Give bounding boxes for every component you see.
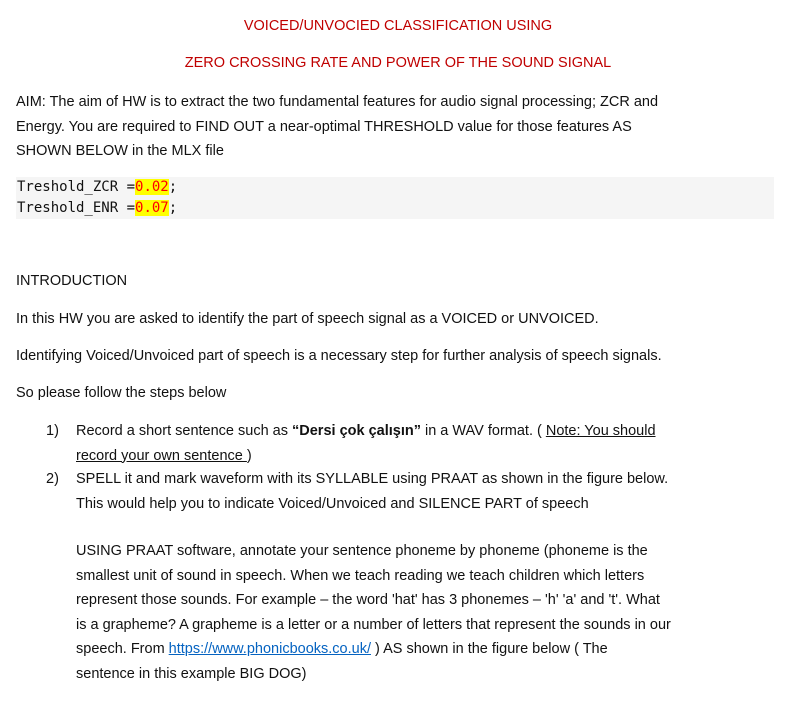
intro-paragraph-1: In this HW you are asked to identify the part of speech signal as a VOICED or UNVOICED.	[16, 311, 599, 327]
aim-line-3: SHOWN BELOW in the MLX file	[16, 143, 224, 159]
praat-line-1: USING PRAAT software, annotate your sentence phoneme by phoneme (phoneme is the	[76, 543, 648, 559]
intro-paragraph-3: So please follow the steps below	[16, 385, 227, 401]
enr-threshold-value: 0.07	[135, 199, 169, 216]
step-2-line-1: SPELL it and mark waveform with its SYLLABLE using PRAAT as shown in the figure below.	[76, 471, 669, 487]
praat-paragraph	[76, 539, 778, 686]
example-sentence: “Dersi çok çalışın”	[292, 423, 421, 439]
step-1-line-1	[76, 419, 776, 444]
step-2	[46, 467, 776, 516]
zcr-variable: Treshold_ZCR =	[17, 179, 136, 195]
aim-line-2: Energy. You are required to FIND OUT a near-optimal THRESHOLD value for those features AS	[16, 118, 632, 135]
step-1	[46, 419, 776, 468]
document-title-line-2: ZERO CROSSING RATE AND POWER OF THE SOUND SIGNAL	[184, 55, 612, 71]
step-2-number: 2)	[46, 471, 59, 487]
step-1-line-2	[76, 444, 776, 469]
enr-variable: Treshold_ENR =	[17, 199, 136, 216]
praat-line-6: sentence in this example BIG DOG)	[76, 665, 307, 682]
zcr-threshold-value: 0.02	[135, 179, 169, 195]
step-1-number: 1)	[46, 423, 59, 439]
praat-line-5	[76, 637, 778, 662]
code-line-enr	[16, 198, 774, 219]
introduction-heading: INTRODUCTION	[16, 273, 128, 289]
step-1-format-text: in a WAV format. (	[420, 423, 546, 439]
praat-line-5-end: ) AS shown in the figure below ( The	[370, 641, 608, 657]
aim-line-1: AIM: The aim of HW is to extract the two fundamental features for audio signal processing; ZCR and	[16, 94, 659, 110]
code-line-zcr	[16, 177, 774, 198]
praat-line-3: represent those sounds. For example – the word 'hat' has 3 phonemes – 'h' 'a' and 't'. What	[76, 592, 660, 608]
praat-line-5-start: speech. From	[76, 641, 169, 657]
zcr-semicolon: ;	[168, 179, 178, 195]
step-1-note: Note: You should	[545, 423, 656, 439]
code-block	[16, 177, 774, 219]
intro-paragraph-2: Identifying Voiced/Unvoiced part of speech is a necessary step for further analysis of speech signals.	[16, 348, 662, 364]
phonicbooks-link[interactable]: https://www.phonicbooks.co.uk/	[168, 641, 371, 657]
step-1-close-paren: )	[246, 447, 252, 464]
enr-semicolon: ;	[168, 199, 178, 216]
step-1-text: Record a short sentence such as	[76, 423, 293, 439]
praat-line-4: is a grapheme? A grapheme is a letter or a number of letters that represent the sounds in our	[76, 616, 671, 633]
document-title-line-1: VOICED/UNVOCIED CLASSIFICATION USING	[243, 18, 553, 34]
praat-line-2: smallest unit of sound in speech. When we teach reading we teach children which letters	[76, 567, 645, 584]
aim-paragraph	[16, 90, 658, 164]
step-1-note-continued: record your own sentence	[76, 447, 247, 464]
step-2-line-2: This would help you to indicate Voiced/Unvoiced and SILENCE PART of speech	[76, 495, 589, 512]
